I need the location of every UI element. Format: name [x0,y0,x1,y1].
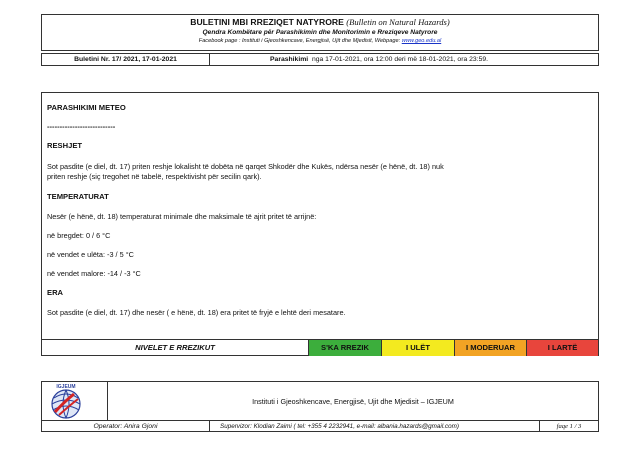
forecast-content-box [41,92,599,356]
center-name: Qendra Kombëtare për Parashikimin dhe Monitorimin e Rreziqeve Natyrore [202,29,438,36]
risk-level-none: S'KA RREZIK [308,340,381,356]
temperature-mountains: në vendet malore: -14 / -3 °C [47,269,141,278]
risk-level-high: I LARTË [526,340,598,356]
page-number: faqe 1 / 3 [556,423,582,430]
institute-name: Instituti i Gjeoshkencave, Energjisë, Ujit dhe Mjedisit – IGJEUM [252,397,454,406]
rain-text-line2: priten reshje (siç tregohet në tabelë, respektivisht për secilin qark). [47,172,262,181]
header-title-line [42,17,598,28]
footer-contact-row [41,420,599,432]
temperature-intro: Nesër (e hënë, dt. 18) temperaturat minimale dhe maksimale të ajrit pritet të arrijnë: [47,212,317,221]
bulletin-info-row [41,53,599,66]
igjeum-logo [42,382,108,421]
risk-levels-bar [42,339,598,356]
wind-heading: ERA [47,288,64,297]
bulletin-number: Buletini Nr. 17/ 2021, 17-01-2021 [42,54,210,65]
risk-levels-label: NIVELET E RREZIKUT [135,343,215,352]
logo-text: IGJEUM [56,384,76,390]
links-line [42,37,598,45]
bulletin-header [41,14,599,51]
temperature-heading: TEMPERATURAT [47,192,109,201]
risk-level-low: I ULËT [381,340,454,356]
forecast-period-cell [210,54,598,65]
bulletin-title-en: (Bulletin on Natural Hazards) [346,17,450,27]
temperature-coast: në bregdet: 0 / 6 °C [47,231,111,240]
operator-name: Operator: Anira Gjoni [42,421,210,431]
supervisor-contact: Supervizor: Klodian Zaimi ( tel: +355 4 2232941, e-mail: albania.hazards@gmail.com) [210,421,540,431]
risk-level-moderate: I MODERUAR [454,340,526,356]
section-divider: --------------------------- [47,122,116,131]
temperature-lowlands: në vendet e ulëta: -3 / 5 °C [47,250,134,259]
section-title: PARASHIKIMI METEO [47,103,126,112]
rain-heading: RESHJET [47,141,83,150]
links-prefix: Facebook page : Instituti i Gjeoshkencave, Energjisë, Ujit dhe Mjedisit, Webpage: [198,38,402,44]
forecast-label: Parashikimi [270,56,309,63]
forecast-period: nga 17-01-2021, ora 12:00 deri më 18-01-2021, ora 23:59. [311,56,489,63]
rain-text-line1: Sot pasdite (e diel, dt. 17) priten reshje lokalisht të dobëta në qarqet Shkodër dhe Kukës, ndërsa nesër (e hënë, dt. 18) nuk [47,162,444,171]
website-link[interactable]: www.geo.edu.al [401,38,442,44]
wind-text: Sot pasdite (e diel, dt. 17) dhe nesër ( e hënë, dt. 18) era pritet të fryjë e lehtë deri mesatare. [47,308,346,317]
bulletin-title: BULETINI MBI RREZIQET NATYRORE [190,17,344,27]
footer-institute-box [41,381,599,421]
globe-logo-icon [42,382,107,421]
